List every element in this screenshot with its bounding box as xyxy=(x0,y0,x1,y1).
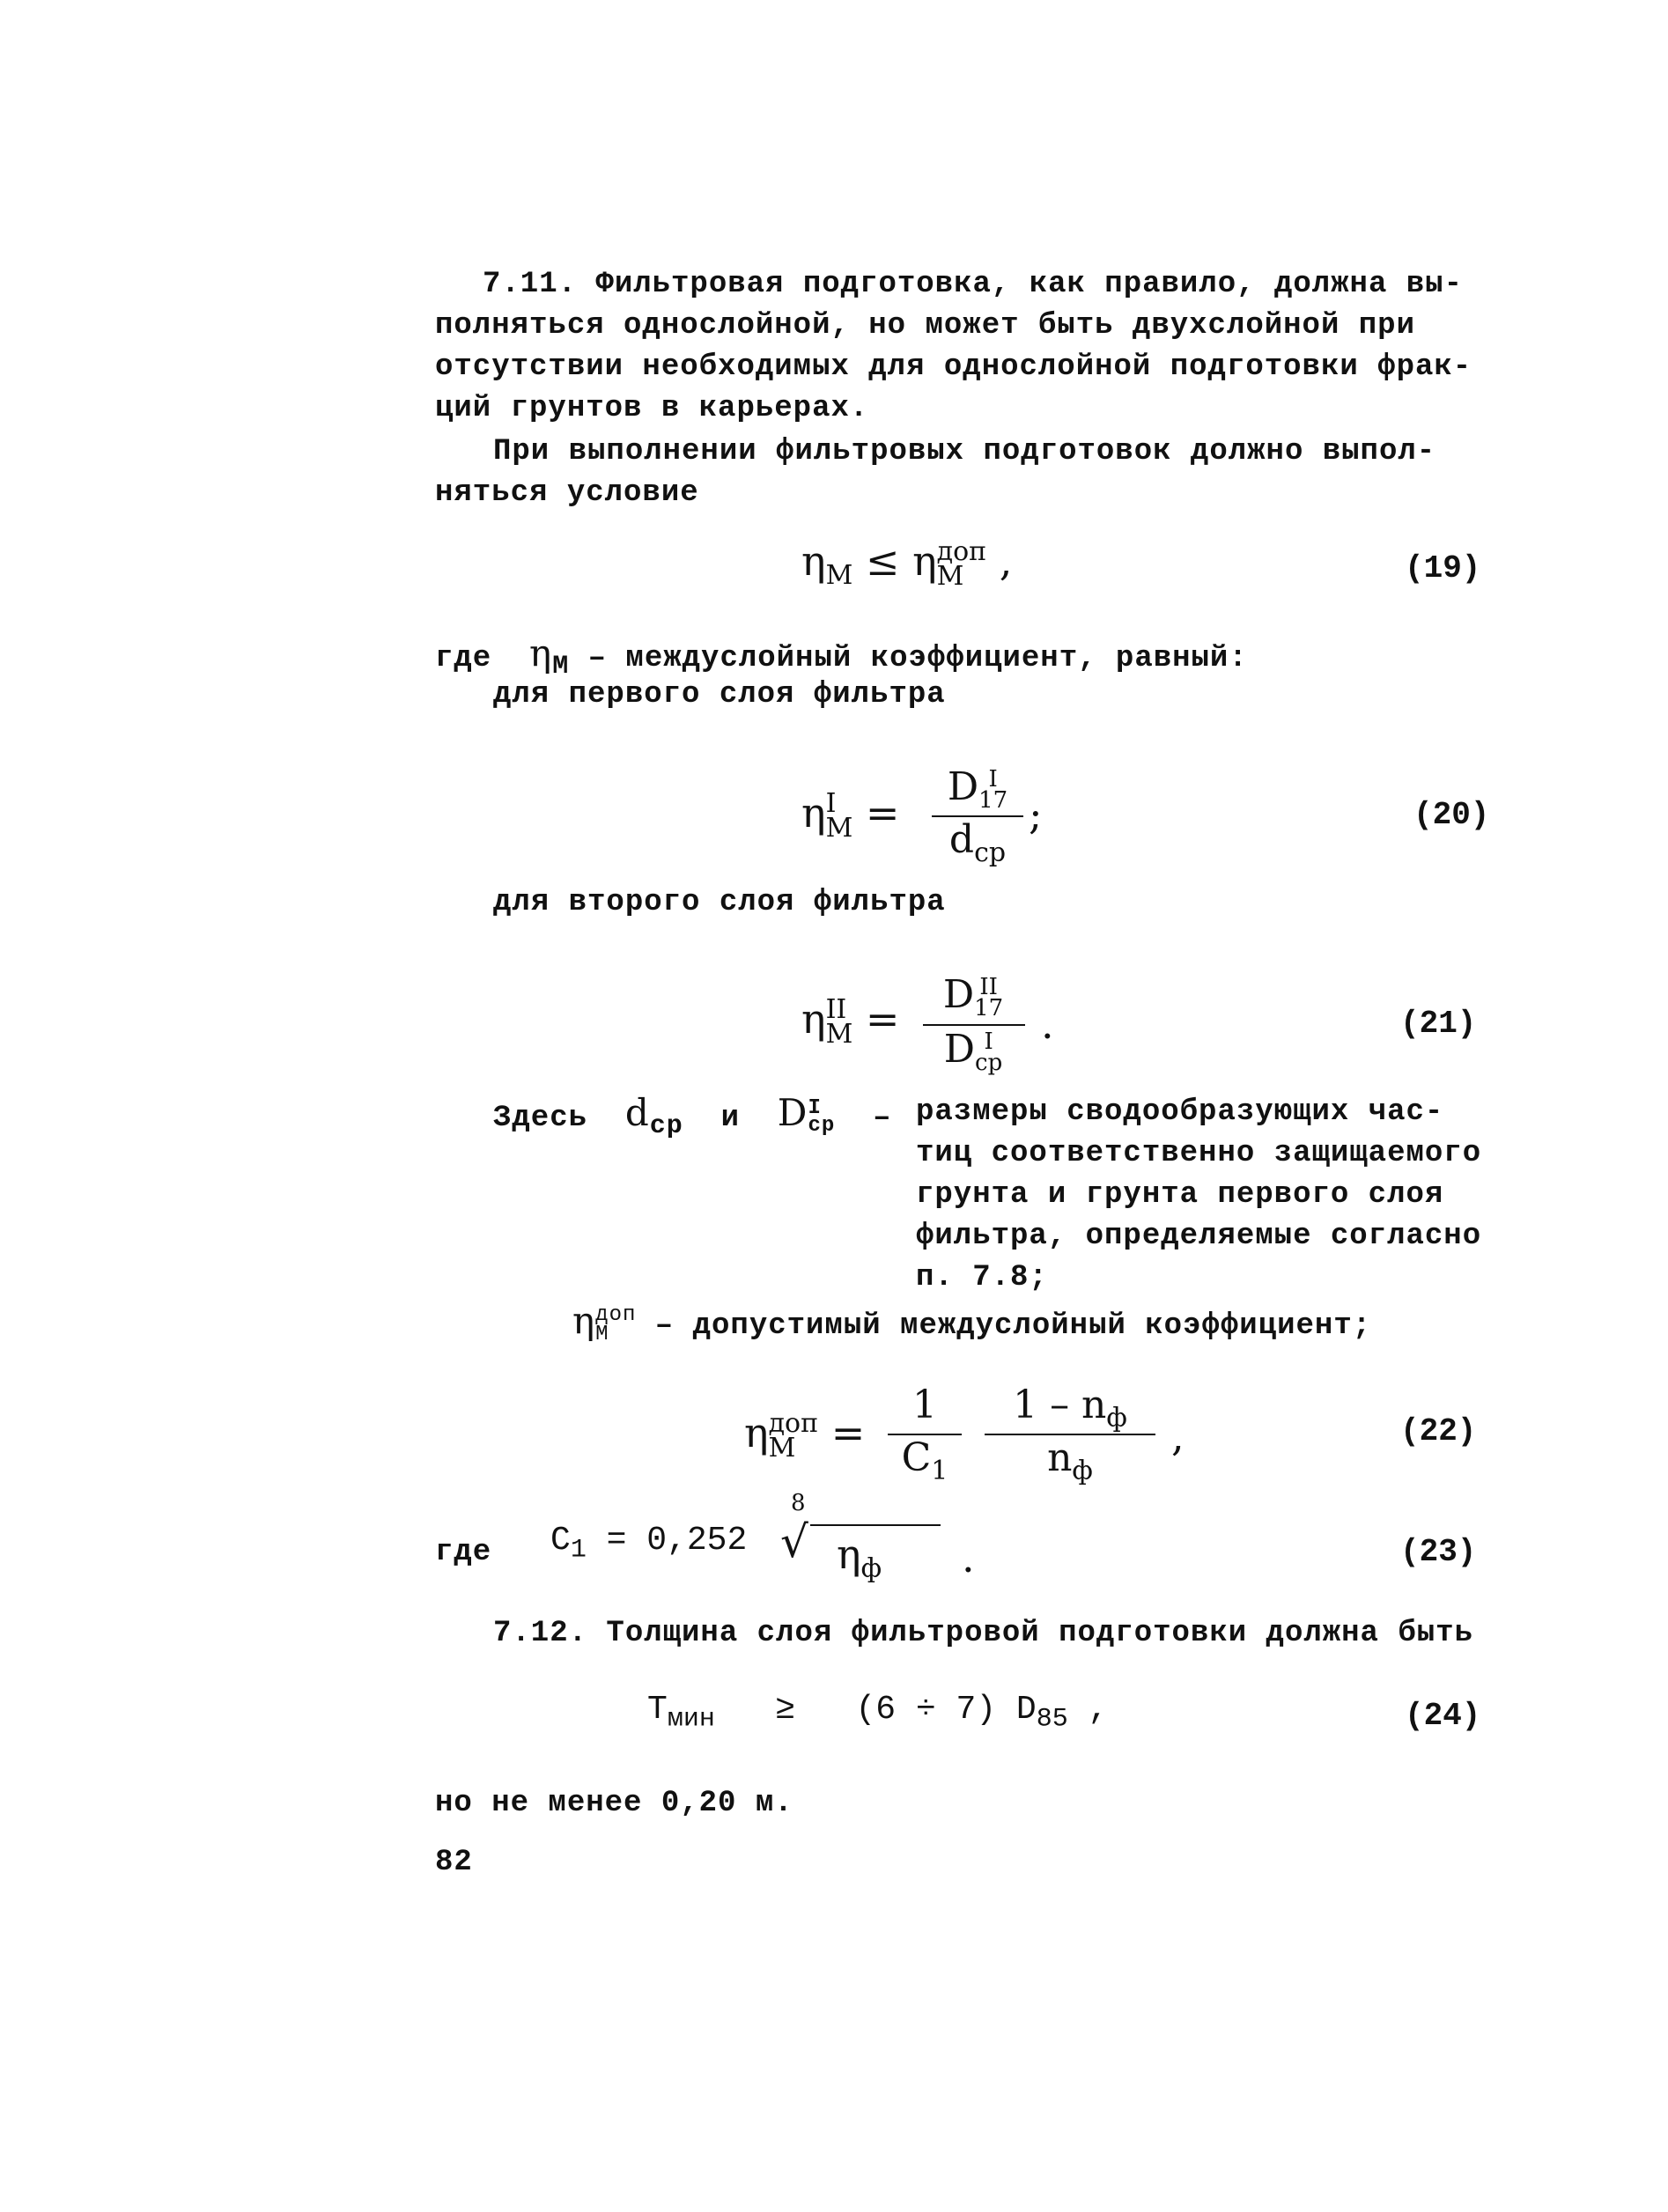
equation-21-tail: . xyxy=(1041,1000,1054,1048)
equation-21-fraction-bar xyxy=(923,1024,1025,1026)
para-7-11-line-4: ций грунтов в карьерах. xyxy=(435,392,869,425)
here-desc-line-3: грунта и грунта первого слоя xyxy=(916,1178,1444,1212)
equation-19: $\eta_М \le \eta$ доп М , xyxy=(801,536,1013,592)
equation-23-radical-sign: √ xyxy=(780,1516,808,1567)
here-label: Здесь $d_{ср}$ и D I ср – xyxy=(493,1091,892,1141)
equation-22-fraction-2-numerator: $1 - n_ф$ xyxy=(1013,1382,1127,1434)
equation-23-prefix: где xyxy=(435,1536,492,1569)
condition-line-2: няться условие xyxy=(435,476,699,510)
equation-23-radicand: $\eta_ф$ xyxy=(837,1530,882,1585)
equation-20-number: (20) xyxy=(1413,797,1490,833)
equation-20-numerator: D I 17 xyxy=(947,764,1008,814)
equation-20-lhs: η I М = xyxy=(801,788,900,844)
equation-22-lhs: η доп М = xyxy=(744,1408,866,1464)
equation-21-denominator: D I ср xyxy=(943,1027,1003,1076)
second-layer-label: для второго слоя фильтра xyxy=(493,886,946,919)
equation-22-fraction-1-denominator: $C_1$ xyxy=(901,1435,948,1486)
equation-20-denominator: $d_{ср}$ xyxy=(948,817,1007,868)
equation-22-fraction-2-denominator: $n_ф$ xyxy=(1047,1435,1093,1486)
here-desc-line-5: п. 7.8; xyxy=(916,1261,1048,1294)
equation-23-tail: . xyxy=(962,1534,975,1582)
equation-23-radical-bar xyxy=(810,1524,941,1526)
equation-22-fraction-1-numerator: 1 xyxy=(912,1382,937,1427)
first-layer-label: для первого слоя фильтра xyxy=(493,678,946,712)
equation-24: $T_{мин}$ ≥ (6 ÷ 7) $D_{85}$ , xyxy=(647,1691,1109,1735)
equation-19-number: (19) xyxy=(1405,550,1481,586)
equation-24-number: (24) xyxy=(1405,1698,1481,1734)
here-desc-line-4: фильтра, определяемые согласно xyxy=(916,1220,1482,1253)
para-7-11-line-3: отсутствии необходимых для однослойной подготовки фрак- xyxy=(435,350,1472,384)
equation-21-numerator: D II 17 xyxy=(942,972,1004,1021)
condition-line-1: При выполнении фильтровых подготовок должно выпол- xyxy=(493,435,1436,468)
equation-20-tail: ; xyxy=(1029,791,1043,838)
para-7-11-line-1: 7.11. Фильтровая подготовка, как правило, должна вы- xyxy=(483,268,1463,301)
equation-23-root-index: 8 xyxy=(791,1490,806,1516)
here-desc-line-2: тиц соответственно защищаемого xyxy=(916,1137,1482,1170)
here-desc-line-1: размеры сводообразующих час- xyxy=(916,1095,1444,1129)
equation-22-tail: , xyxy=(1171,1412,1185,1460)
para-7-11-line-2: полняться однослойной, но может быть двухслойной при xyxy=(435,309,1415,343)
final-line: но не менее 0,20 м. xyxy=(435,1787,793,1820)
page-number: 82 xyxy=(435,1846,473,1879)
where-line: где $\eta_М$ – междуслойный коэффициент, равный: xyxy=(435,631,1248,682)
equation-21-lhs: η II М = xyxy=(801,994,900,1050)
equation-23-lhs: $C_1 = 0,252$ xyxy=(550,1522,748,1566)
equation-22-number: (22) xyxy=(1400,1413,1477,1449)
para-7-12: 7.12. Толщина слоя фильтровой подготовки должна быть xyxy=(493,1617,1473,1650)
equation-23-number: (23) xyxy=(1400,1534,1477,1570)
allowable-coefficient-line: η доп М – допустимый междуслойный коэффициент; xyxy=(572,1299,1372,1347)
equation-21-number: (21) xyxy=(1400,1006,1477,1042)
